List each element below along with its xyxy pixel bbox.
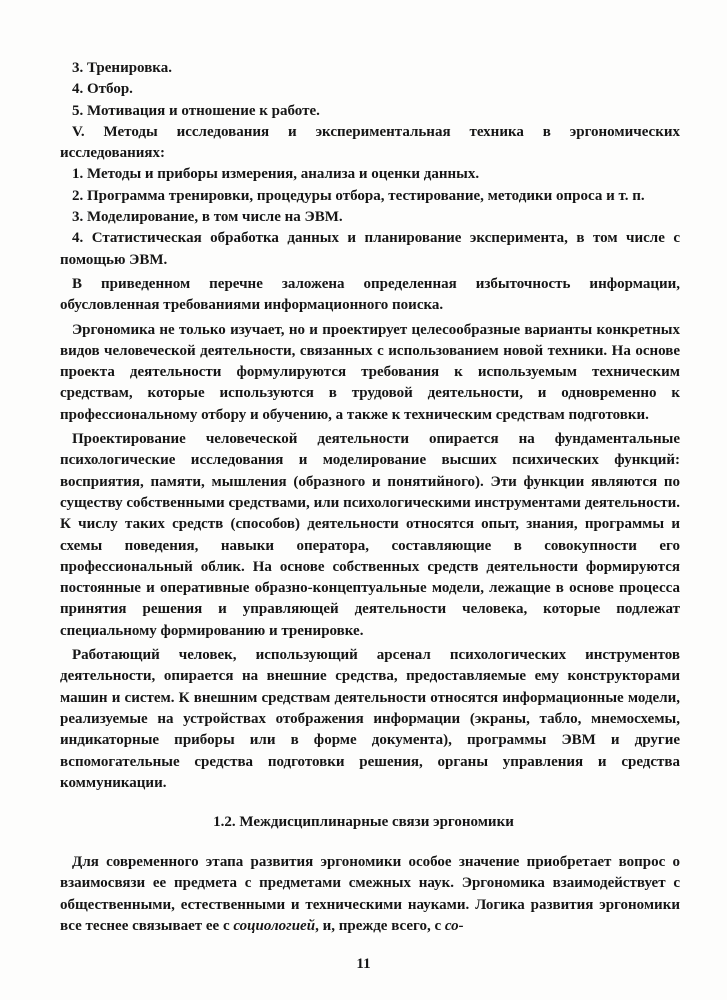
list-section-heading: V. Методы исследования и экспериментальная техника в эргономических исследованиях:: [60, 123, 680, 162]
page-body-continued: [60, 852, 680, 937]
emphasized-term: со-: [444, 917, 464, 934]
list-item: 3. Тренировка.: [72, 60, 172, 76]
paragraph: Проектирование человеческой деятельности опирается на фундаментальные психологические исследования и моделирование высших психических функций: восприятия, памяти, мышления (образного и понятийного). Эти функции являются по существу собственными средствами, или психологическими инструментами деятельности. К числу таких средств (способов) деятельности относятся опыт, знания, программы и схемы поведения, навыки оператора, составляющие в совокупности его профессиональный облик. На основе собственных средств деятельности формируются постоянные и оперативные образно-концептуальные модели, лежащие в основе процесса принятия решения и управляющей деятельности человека, которые подлежат специальному формированию и тренировке.: [60, 431, 680, 639]
paragraph: [60, 852, 680, 937]
page-body: [60, 58, 680, 794]
list-item: 2. Программа тренировки, процедуры отбора, тестирование, методики опроса и т. п.: [72, 187, 645, 204]
paragraph-text: , и, прежде всего, с: [315, 917, 445, 934]
page-number: 11: [356, 956, 371, 972]
list-item: 4. Отбор.: [72, 81, 133, 98]
list-item: 1. Методы и приборы измерения, анализа и оценки данных.: [72, 166, 480, 183]
paragraph: В приведенном перечне заложена определенная избыточность информации, обусловленная требованиями информационного поиска.: [60, 275, 680, 314]
paragraph-text: Для современного этапа развития эргономики особое значение приобретает вопрос о взаимосвязи ее предмета с предметами смежных наук. Эргономика взаимодействует с общественными, естественными и техническими науками. Логика развития эргономики все теснее связывает ее с: [60, 854, 680, 934]
list-item: 3. Моделирование, в том числе на ЭВМ.: [72, 209, 343, 226]
emphasized-term: социологией: [233, 917, 316, 934]
paragraph: Работающий человек, использующий арсенал психологических инструментов деятельности, опирается на внешние средства, предоставляемые ему конструкторами машин и систем. К внешним средствам деятельности относятся информационные модели, реализуемые на устройствах отображения информации (экраны, табло, мнемосхемы, индикаторные приборы или в форме документа), программы ЭВМ и другие вспомогательные средства подготовки решения, органы управления и средства коммуникации.: [60, 647, 680, 791]
paragraph: Эргономика не только изучает, но и проектирует целесообразные варианты конкретных видов человеческой деятельности, связанных с использованием новой техники. На основе проекта деятельности формулируются требования к используемым техническим средствам, которые используются в трудовой деятельности, и одновременно к профессиональному отбору и обучению, а также к техническим средствам подготовки.: [60, 321, 680, 423]
list-item: 4. Статистическая обработка данных и планирование эксперимента, в том числе с помощью ЭВМ.: [60, 230, 680, 268]
list-item: 5. Мотивация и отношение к работе.: [72, 102, 320, 119]
section-heading: 1.2. Междисциплинарные связи эргономики: [213, 814, 514, 830]
